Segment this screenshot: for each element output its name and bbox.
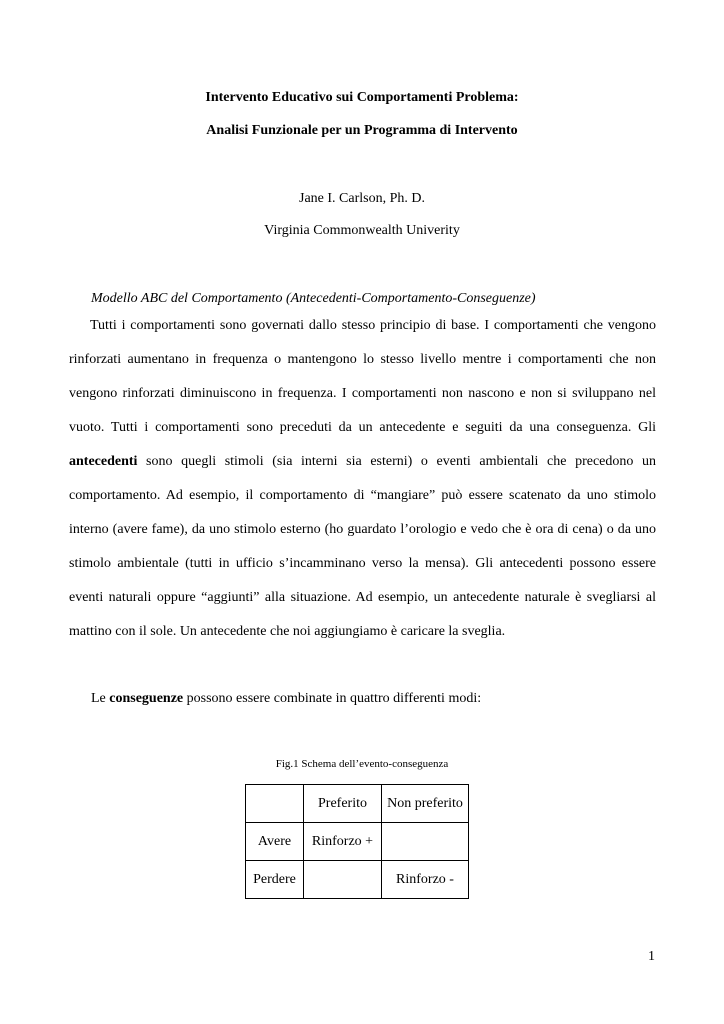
body-paragraph <box>69 309 656 649</box>
document-title-line-1: Intervento Educativo sui Comportamenti Problema: <box>205 90 519 105</box>
table-cell: Rinforzo + <box>304 823 382 861</box>
term-antecedenti: antecedenti <box>69 454 138 469</box>
table-row-label: Perdere <box>246 861 304 899</box>
page-number: 1 <box>648 949 655 964</box>
table-row <box>246 823 469 861</box>
table-row-label: Avere <box>246 823 304 861</box>
table-row <box>246 861 469 899</box>
lead-suffix: possono essere combinate in quattro differenti modi: <box>183 691 482 706</box>
table-header-cell: Preferito <box>304 785 382 823</box>
paragraph-text-2: sono quegli stimoli (sia interni sia esterni) o eventi ambientali che precedono un comportamento. Ad esempio, il comportamento di “mangiare” può essere scatenato da uno stimolo interno (avere fame), da uno stimolo esterno (ho guardato l’orologio e vedo che è ora di cena) o da uno stimolo ambientale (tutti in ufficio s’incamminano verso la mensa). Gli antecedenti possono essere eventi naturali oppure “aggiunti” alla situazione. Ad esempio, un antecedente naturale è svegliarsi al mattino con il sole. Un antecedente che noi aggiungiamo è caricare la sveglia. <box>69 454 656 639</box>
table-cell: Rinforzo - <box>382 861 469 899</box>
figure-caption: Fig.1 Schema dell’evento-conseguenza <box>275 758 449 770</box>
table-header-cell: Non preferito <box>382 785 469 823</box>
lead-prefix: Le <box>91 691 110 706</box>
table-header-row <box>246 785 469 823</box>
section-heading: Modello ABC del Comportamento (Antecedenti-Comportamento-Conseguenze) <box>91 291 536 306</box>
term-conseguenze: conseguenze <box>109 691 184 706</box>
paragraph-text-1: Tutti i comportamenti sono governati dallo stesso principio di base. I comportamenti che vengono rinforzati aumentano in frequenza o mantengono lo stesso livello mentre i comportamenti che non vengono rinforzati diminuiscono in frequenza. I comportamenti non nascono e non si sviluppano nel vuoto. Tutti i comportamenti sono preceduti da un antecedente e seguiti da una conseguenza. Gli <box>69 318 656 435</box>
consequences-lead <box>91 691 481 707</box>
author-name: Jane I. Carlson, Ph. D. <box>299 191 425 206</box>
author-affiliation: Virginia Commonwealth Univerity <box>264 223 460 238</box>
document-title-line-2: Analisi Funzionale per un Programma di Intervento <box>206 123 518 138</box>
table-cell <box>304 861 382 899</box>
event-consequence-table <box>245 784 469 899</box>
table-header-cell <box>246 785 304 823</box>
table-cell <box>382 823 469 861</box>
